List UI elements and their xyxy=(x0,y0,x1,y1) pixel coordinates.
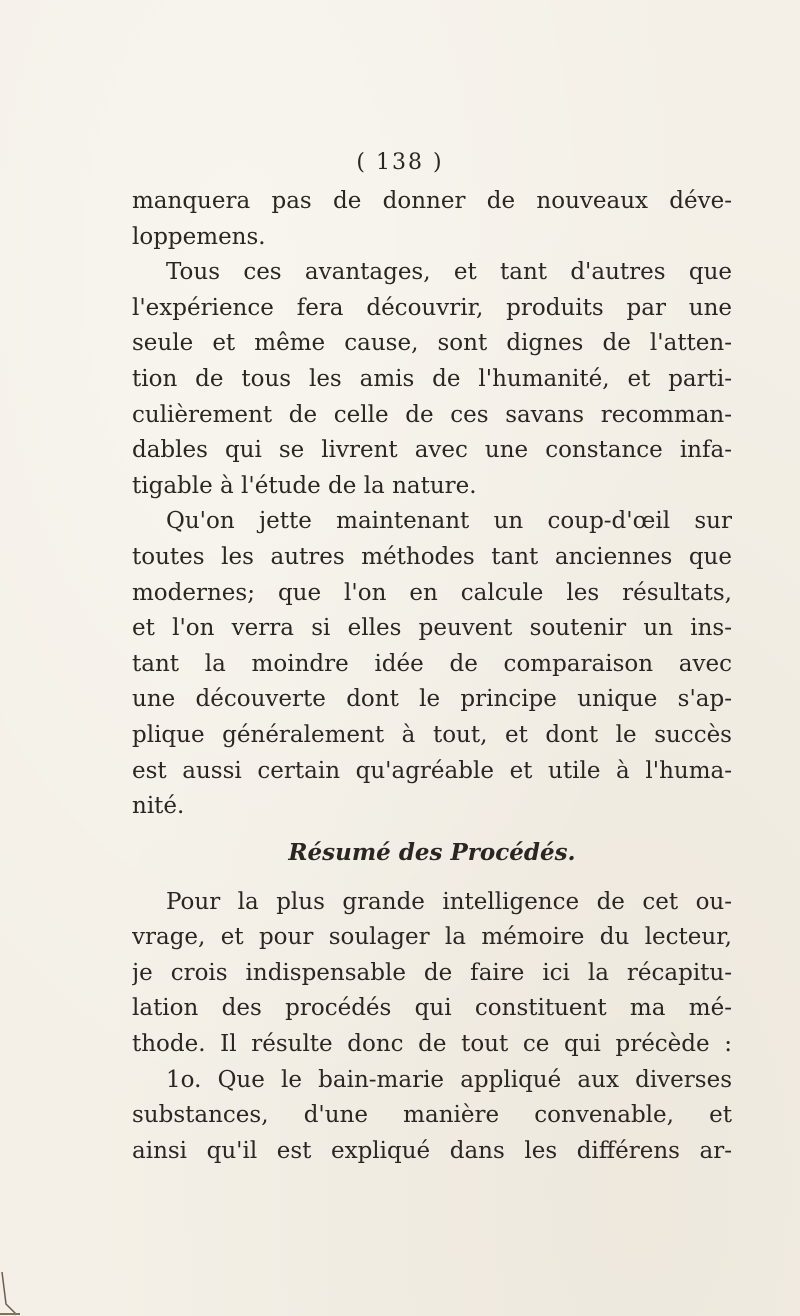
text-line: Tous ces avantages, et tant d'autres que xyxy=(166,259,732,286)
text-line: lation des procédés qui constituent ma mé- xyxy=(132,995,732,1022)
text-line: vrage, et pour soulager la mémoire du lecteur, xyxy=(132,924,732,951)
page-edge-mark-icon xyxy=(0,1270,20,1316)
section-heading: Résumé des Procédés. xyxy=(288,838,576,866)
text-line: dables qui se livrent avec une constance infa- xyxy=(132,437,732,464)
text-line: manquera pas de donner de nouveaux déve- xyxy=(132,188,732,214)
text-line: est aussi certain qu'agréable et utile à l'huma- xyxy=(132,757,732,784)
text-line: une découverte dont le principe unique s'ap- xyxy=(132,686,732,713)
heading-spacer xyxy=(132,875,732,885)
text-line: l'expérience fera découvrir, produits par une xyxy=(132,294,732,321)
text-line: culièrement de celle de ces savans recomman- xyxy=(132,401,732,428)
text-line: tigable à l'étude de la nature. xyxy=(132,472,477,499)
text-line: toutes les autres méthodes tant anciennes que xyxy=(132,543,732,570)
text-line: plique généralement à tout, et dont le succès xyxy=(132,721,732,748)
text-line: et l'on verra si elles peuvent soutenir un ins- xyxy=(132,615,732,642)
text-line: ainsi qu'il est expliqué dans les différens ar- xyxy=(132,1137,732,1164)
text-line: substances, d'une manière convenable, et xyxy=(132,1102,732,1129)
page-edge-mark xyxy=(0,1270,20,1316)
text-line: Qu'on jette maintenant un coup-d'œil sur xyxy=(166,508,732,535)
text-line: seule et même cause, sont dignes de l'atten- xyxy=(132,330,732,357)
text-line: tant la moindre idée de comparaison avec xyxy=(132,650,732,677)
text-line: loppemens. xyxy=(132,223,266,250)
text-line: nité. xyxy=(132,793,185,820)
text-line: thode. Il résulte donc de tout ce qui précède : xyxy=(132,1031,732,1058)
text-line: tion de tous les amis de l'humanité, et parti- xyxy=(132,365,732,392)
text-line: je crois indispensable de faire ici la récapitu- xyxy=(132,959,732,986)
text-line: 1o. Que le bain-marie appliqué aux diverses xyxy=(166,1066,732,1093)
page-number: ( 138 ) xyxy=(356,150,444,175)
text-line: Pour la plus grande intelligence de cet ou- xyxy=(166,888,732,915)
text-line: modernes; que l'on en calcule les résultats, xyxy=(132,579,732,606)
body-text xyxy=(132,184,732,1169)
